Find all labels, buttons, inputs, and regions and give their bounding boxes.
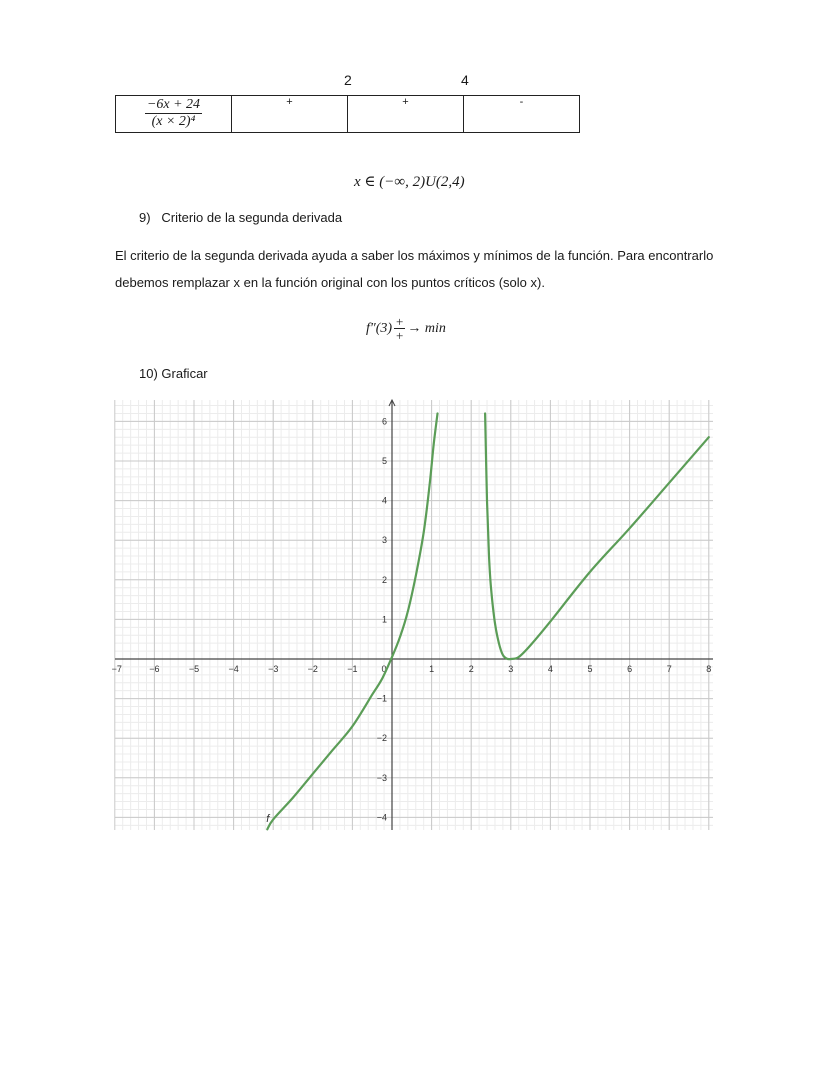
x-tick-label: 6 — [627, 664, 633, 674]
fraction-numerator: −6x + 24 — [146, 97, 201, 112]
row-label-cell — [116, 96, 232, 133]
critical-point-label: 4 — [461, 72, 469, 88]
x-tick-label: 5 — [587, 664, 593, 674]
sign-cell — [348, 96, 464, 133]
sign-cell — [464, 96, 580, 133]
sign-value: - — [519, 96, 524, 108]
formula-left: f″(3) — [366, 320, 393, 336]
section-9-heading: 9) Criterio de la segunda derivada — [139, 210, 343, 225]
y-tick-label: 1 — [381, 614, 387, 625]
sign-cell — [232, 96, 348, 133]
y-tick-label: −3 — [376, 772, 387, 783]
solution-set: x ∈ (−∞, 2)U(2,4) — [354, 174, 465, 190]
derivative-fraction — [145, 97, 202, 130]
x-tick-label: 7 — [666, 664, 672, 674]
major-grid — [115, 400, 713, 830]
formula-right: → min — [407, 320, 446, 336]
sign-fraction — [394, 315, 405, 342]
x-tick-label: −3 — [268, 664, 279, 674]
y-tick-label: −4 — [376, 812, 387, 823]
minor-grid — [115, 400, 713, 830]
y-tick-label: 3 — [381, 535, 387, 546]
x-tick-label: −1 — [347, 664, 358, 674]
sign-value: + — [402, 96, 409, 108]
y-tick-label: −1 — [376, 693, 387, 704]
y-tick-label: −2 — [376, 733, 387, 744]
x-tick-label: −7 — [111, 664, 122, 674]
x-tick-label: 4 — [547, 664, 553, 674]
x-tick-label: 1 — [429, 664, 435, 674]
y-tick-label: 4 — [381, 495, 387, 506]
x-tick-label: −5 — [188, 664, 200, 674]
x-tick-label: 3 — [508, 664, 514, 674]
x-tick-label: 2 — [468, 664, 474, 674]
sign-table — [115, 95, 580, 133]
table-row — [116, 96, 580, 133]
x-tick-label: −4 — [228, 664, 239, 674]
second-derivative-formula — [366, 315, 446, 342]
sign-fraction-numerator: + — [396, 314, 404, 329]
y-tick-label: 5 — [381, 456, 387, 466]
x-tick-label: 8 — [706, 664, 712, 674]
y-tick-label: 2 — [381, 574, 387, 585]
y-tick-label: 6 — [381, 416, 387, 427]
section-10-heading: 10) Graficar — [139, 366, 208, 381]
section-9-paragraph: El criterio de la segunda derivada ayuda a saber los máximos y mínimos de la función. Para encontrarlo debemos remplazar x en la función original con los puntos críticos (solo x). — [115, 248, 714, 290]
function-graph — [111, 400, 713, 830]
x-tick-label: 0 — [381, 664, 387, 674]
fraction-denominator: (x × 2)⁴ — [151, 114, 196, 129]
critical-point-label: 2 — [344, 72, 352, 88]
axes — [115, 400, 713, 830]
x-tick-label: −2 — [307, 664, 318, 674]
x-tick-label: −6 — [149, 664, 160, 674]
sign-fraction-denominator: + — [396, 328, 404, 343]
sign-value: + — [286, 96, 293, 108]
series-label: f — [266, 813, 270, 825]
